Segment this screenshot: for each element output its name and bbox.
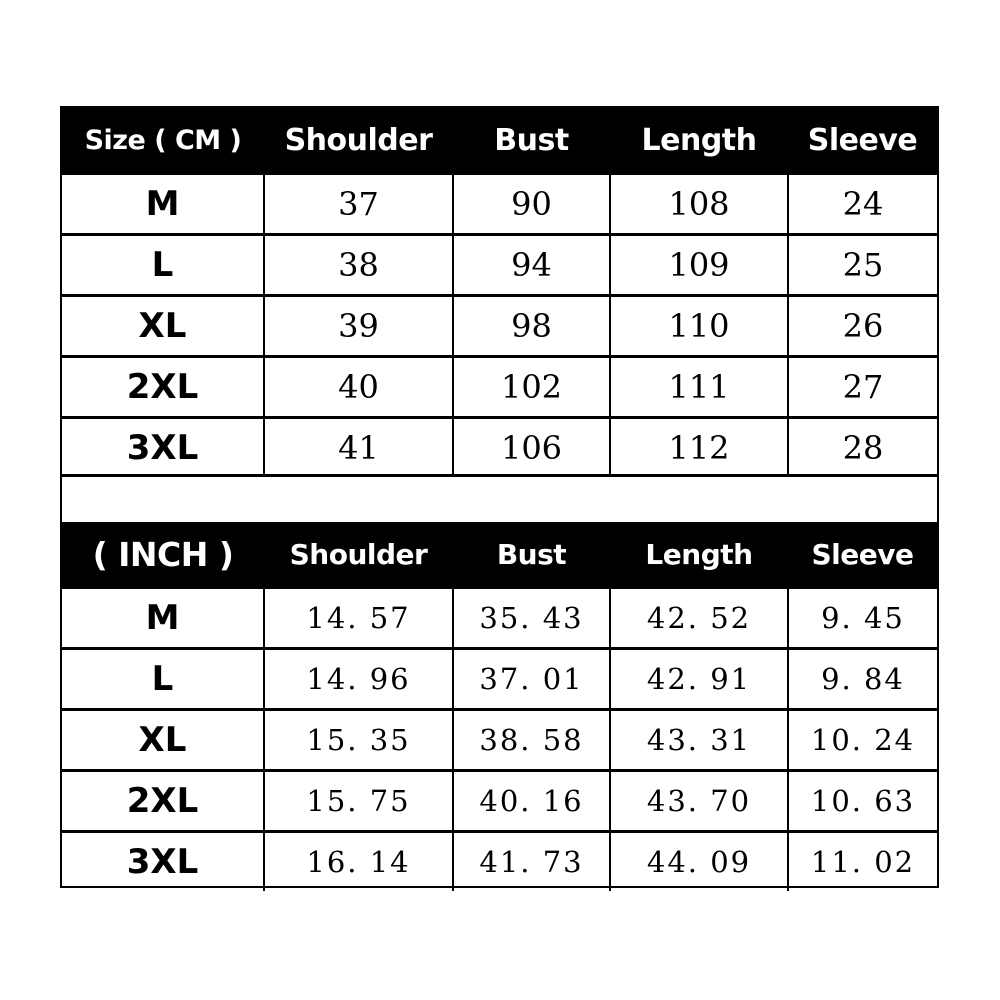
shoulder-cell: 40 <box>264 357 453 418</box>
bust-cell: 38. 58 <box>453 710 610 771</box>
inch-size-table <box>62 522 937 891</box>
cm-bust-header: Bust <box>453 108 610 174</box>
cm-size-table <box>62 108 937 477</box>
size-label: 2XL <box>62 771 264 832</box>
bust-cell: 37. 01 <box>453 649 610 710</box>
shoulder-cell: 38 <box>264 235 453 296</box>
inch-size-header: ( INCH ) <box>62 522 264 588</box>
sleeve-cell: 9. 84 <box>788 649 937 710</box>
sleeve-cell: 24 <box>788 174 937 235</box>
shoulder-cell: 39 <box>264 296 453 357</box>
table-row <box>62 588 937 649</box>
size-label: M <box>62 174 264 235</box>
cm-size-header: Size ( CM ) <box>62 108 264 174</box>
bust-cell: 40. 16 <box>453 771 610 832</box>
inch-length-header: Length <box>610 522 788 588</box>
shoulder-cell: 15. 35 <box>264 710 453 771</box>
shoulder-cell: 41 <box>264 418 453 478</box>
sleeve-cell: 27 <box>788 357 937 418</box>
length-cell: 110 <box>610 296 788 357</box>
bust-cell: 102 <box>453 357 610 418</box>
size-label: 3XL <box>62 418 264 478</box>
table-row <box>62 418 937 478</box>
size-label: M <box>62 588 264 649</box>
bust-cell: 94 <box>453 235 610 296</box>
shoulder-cell: 14. 96 <box>264 649 453 710</box>
length-cell: 111 <box>610 357 788 418</box>
table-row <box>62 235 937 296</box>
bust-cell: 106 <box>453 418 610 478</box>
sleeve-cell: 11. 02 <box>788 832 937 892</box>
size-label: 3XL <box>62 832 264 892</box>
sleeve-cell: 10. 63 <box>788 771 937 832</box>
sleeve-cell: 25 <box>788 235 937 296</box>
sleeve-cell: 28 <box>788 418 937 478</box>
bust-cell: 98 <box>453 296 610 357</box>
bust-cell: 90 <box>453 174 610 235</box>
shoulder-cell: 15. 75 <box>264 771 453 832</box>
sleeve-cell: 9. 45 <box>788 588 937 649</box>
inch-header-row <box>62 522 937 588</box>
table-row <box>62 832 937 892</box>
table-separator <box>62 474 937 522</box>
size-label: XL <box>62 710 264 771</box>
table-row <box>62 710 937 771</box>
size-chart <box>60 106 939 888</box>
table-row <box>62 296 937 357</box>
length-cell: 112 <box>610 418 788 478</box>
table-row <box>62 771 937 832</box>
inch-bust-header: Bust <box>453 522 610 588</box>
length-cell: 109 <box>610 235 788 296</box>
inch-sleeve-header: Sleeve <box>788 522 937 588</box>
length-cell: 42. 52 <box>610 588 788 649</box>
table-row <box>62 357 937 418</box>
length-cell: 108 <box>610 174 788 235</box>
length-cell: 44. 09 <box>610 832 788 892</box>
inch-shoulder-header: Shoulder <box>264 522 453 588</box>
table-row <box>62 649 937 710</box>
size-label: L <box>62 235 264 296</box>
cm-sleeve-header: Sleeve <box>788 108 937 174</box>
sleeve-cell: 26 <box>788 296 937 357</box>
size-label: 2XL <box>62 357 264 418</box>
cm-length-header: Length <box>610 108 788 174</box>
shoulder-cell: 14. 57 <box>264 588 453 649</box>
sleeve-cell: 10. 24 <box>788 710 937 771</box>
length-cell: 43. 31 <box>610 710 788 771</box>
shoulder-cell: 16. 14 <box>264 832 453 892</box>
length-cell: 42. 91 <box>610 649 788 710</box>
cm-header-row <box>62 108 937 174</box>
shoulder-cell: 37 <box>264 174 453 235</box>
size-label: XL <box>62 296 264 357</box>
bust-cell: 35. 43 <box>453 588 610 649</box>
cm-shoulder-header: Shoulder <box>264 108 453 174</box>
length-cell: 43. 70 <box>610 771 788 832</box>
bust-cell: 41. 73 <box>453 832 610 892</box>
table-row <box>62 174 937 235</box>
size-label: L <box>62 649 264 710</box>
